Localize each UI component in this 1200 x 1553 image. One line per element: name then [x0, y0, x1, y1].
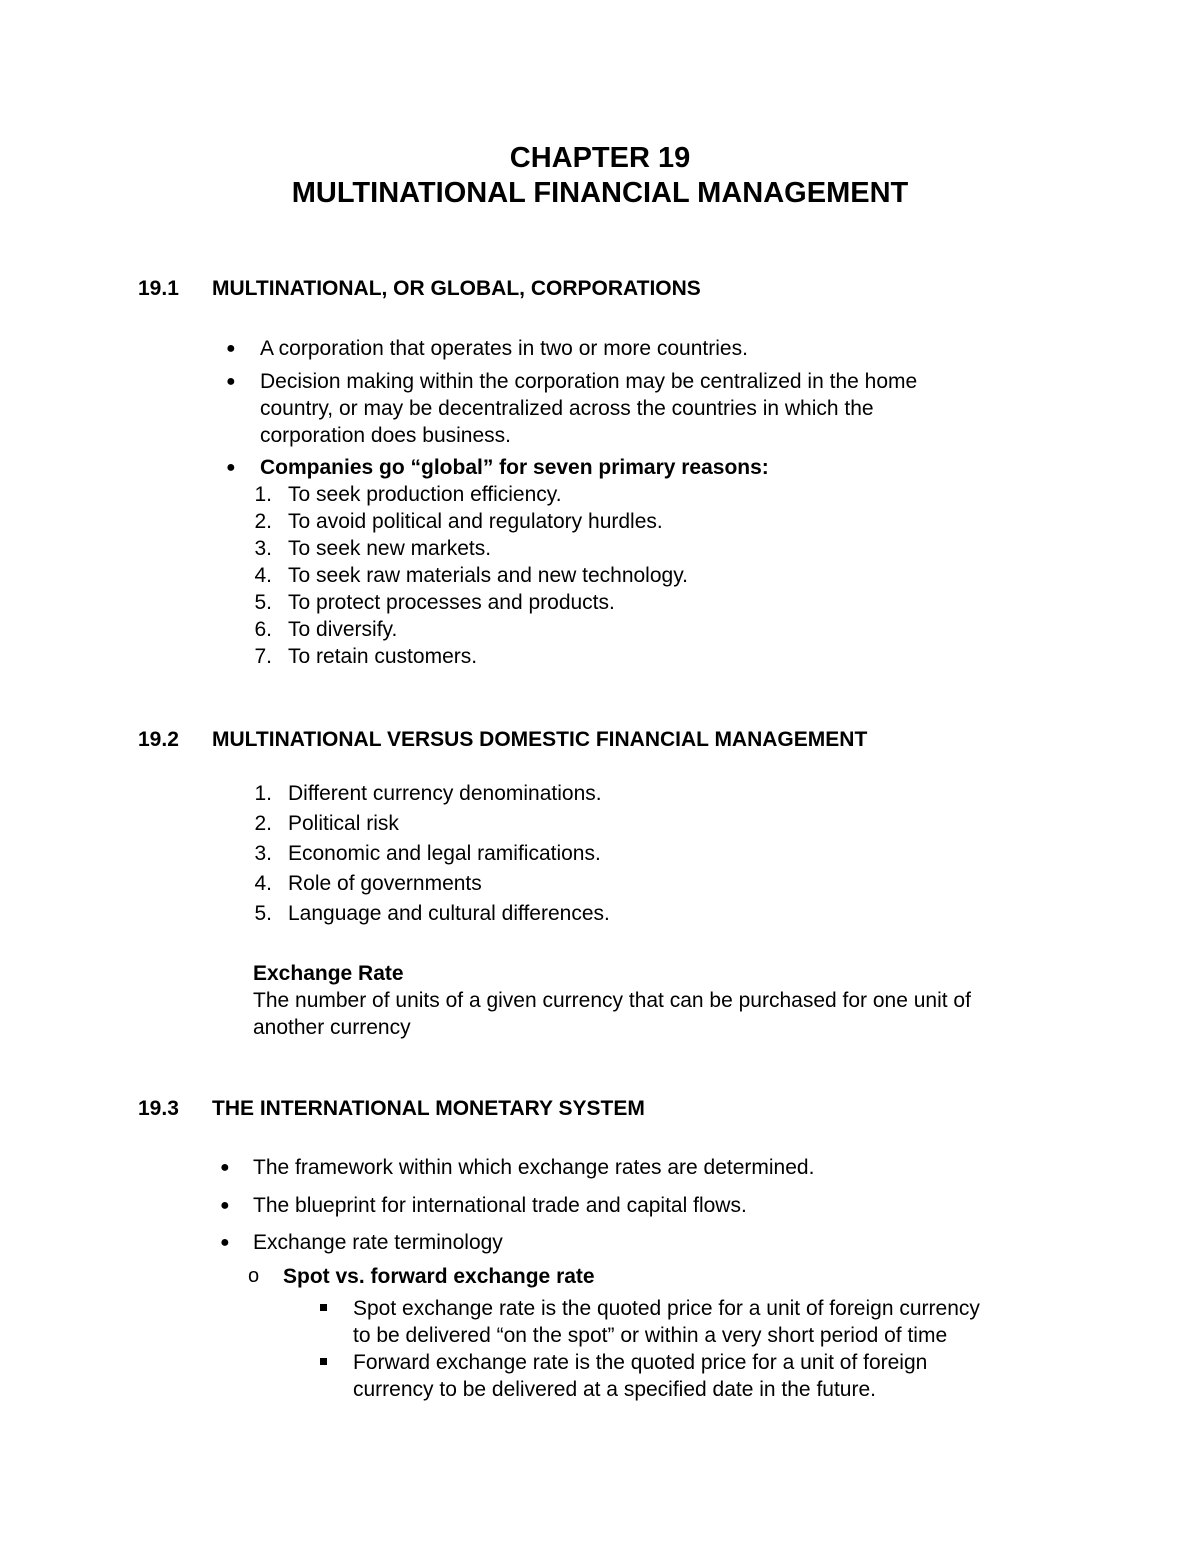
sub-bullet-text-line: Forward exchange rate is the quoted price for a unit of foreign [353, 1351, 928, 1374]
exchange-rate-definition-line: another currency [253, 1016, 411, 1039]
bullet-text-line: corporation does business. [260, 424, 511, 447]
bullet-dot-icon: ● [226, 373, 236, 390]
section-number: 19.3 [138, 1097, 179, 1120]
bullet-text-line: country, or may be decentralized across the countries in which the [260, 397, 874, 420]
bullet-dot-icon: ● [226, 340, 236, 357]
sub-bullet-text-line: to be delivered “on the spot” or within a very short period of time [353, 1324, 948, 1347]
list-item: Different currency denominations. [288, 782, 602, 805]
list-number: 1. [254, 483, 272, 506]
bullet-dot-icon: ● [226, 459, 236, 476]
list-item: To protect processes and products. [288, 591, 615, 614]
list-item: Economic and legal ramifications. [288, 842, 601, 865]
section-title: MULTINATIONAL VERSUS DOMESTIC FINANCIAL MANAGEMENT [212, 728, 868, 751]
list-item: To avoid political and regulatory hurdles. [288, 510, 663, 533]
list-number: 2. [254, 812, 272, 835]
section-title: MULTINATIONAL, OR GLOBAL, CORPORATIONS [212, 277, 701, 300]
list-item: Role of governments [288, 872, 482, 895]
list-number: 5. [254, 591, 272, 614]
list-number: 6. [254, 618, 272, 641]
chapter-number: CHAPTER 19 [509, 142, 691, 174]
section-number: 19.1 [138, 277, 179, 300]
list-item: To seek new markets. [288, 537, 492, 560]
sub-heading: Spot vs. forward exchange rate [283, 1265, 595, 1288]
list-number: 1. [254, 782, 272, 805]
bullet-text: Exchange rate terminology [253, 1231, 503, 1254]
bullet-dot-icon: ● [220, 1234, 230, 1251]
list-number: 5. [254, 902, 272, 925]
sub-bullet-text-line: Spot exchange rate is the quoted price for a unit of foreign currency [353, 1297, 980, 1320]
list-item: To diversify. [288, 618, 398, 641]
bullet-dot-icon: ● [220, 1197, 230, 1214]
list-number: 7. [254, 645, 272, 668]
list-number: 2. [254, 510, 272, 533]
bullet-text: The blueprint for international trade and capital flows. [253, 1194, 747, 1217]
list-number: 4. [254, 872, 272, 895]
list-item: Language and cultural differences. [288, 902, 610, 925]
exchange-rate-definition-line: The number of units of a given currency that can be purchased for one unit of [253, 989, 971, 1012]
square-bullet-icon [320, 1358, 327, 1365]
list-item: To retain customers. [288, 645, 478, 668]
bullet-dot-icon: ● [220, 1159, 230, 1176]
list-item: To seek production efficiency. [288, 483, 562, 506]
bullet-text-line: Decision making within the corporation may be centralized in the home [260, 370, 918, 393]
list-item: Political risk [288, 812, 399, 835]
bullet-text-bold: Companies go “global” for seven primary reasons: [260, 456, 769, 479]
circle-bullet-icon: o [248, 1265, 260, 1287]
section-number: 19.2 [138, 728, 179, 751]
list-number: 4. [254, 564, 272, 587]
list-number: 3. [254, 537, 272, 560]
sub-bullet-text-line: currency to be delivered at a specified date in the future. [353, 1378, 876, 1401]
chapter-title: MULTINATIONAL FINANCIAL MANAGEMENT [291, 177, 909, 209]
list-item: To seek raw materials and new technology. [288, 564, 688, 587]
bullet-text: The framework within which exchange rates are determined. [253, 1156, 815, 1179]
section-title: THE INTERNATIONAL MONETARY SYSTEM [212, 1097, 645, 1120]
bullet-text: A corporation that operates in two or more countries. [260, 337, 748, 360]
square-bullet-icon [320, 1304, 327, 1311]
exchange-rate-heading: Exchange Rate [253, 962, 404, 985]
list-number: 3. [254, 842, 272, 865]
